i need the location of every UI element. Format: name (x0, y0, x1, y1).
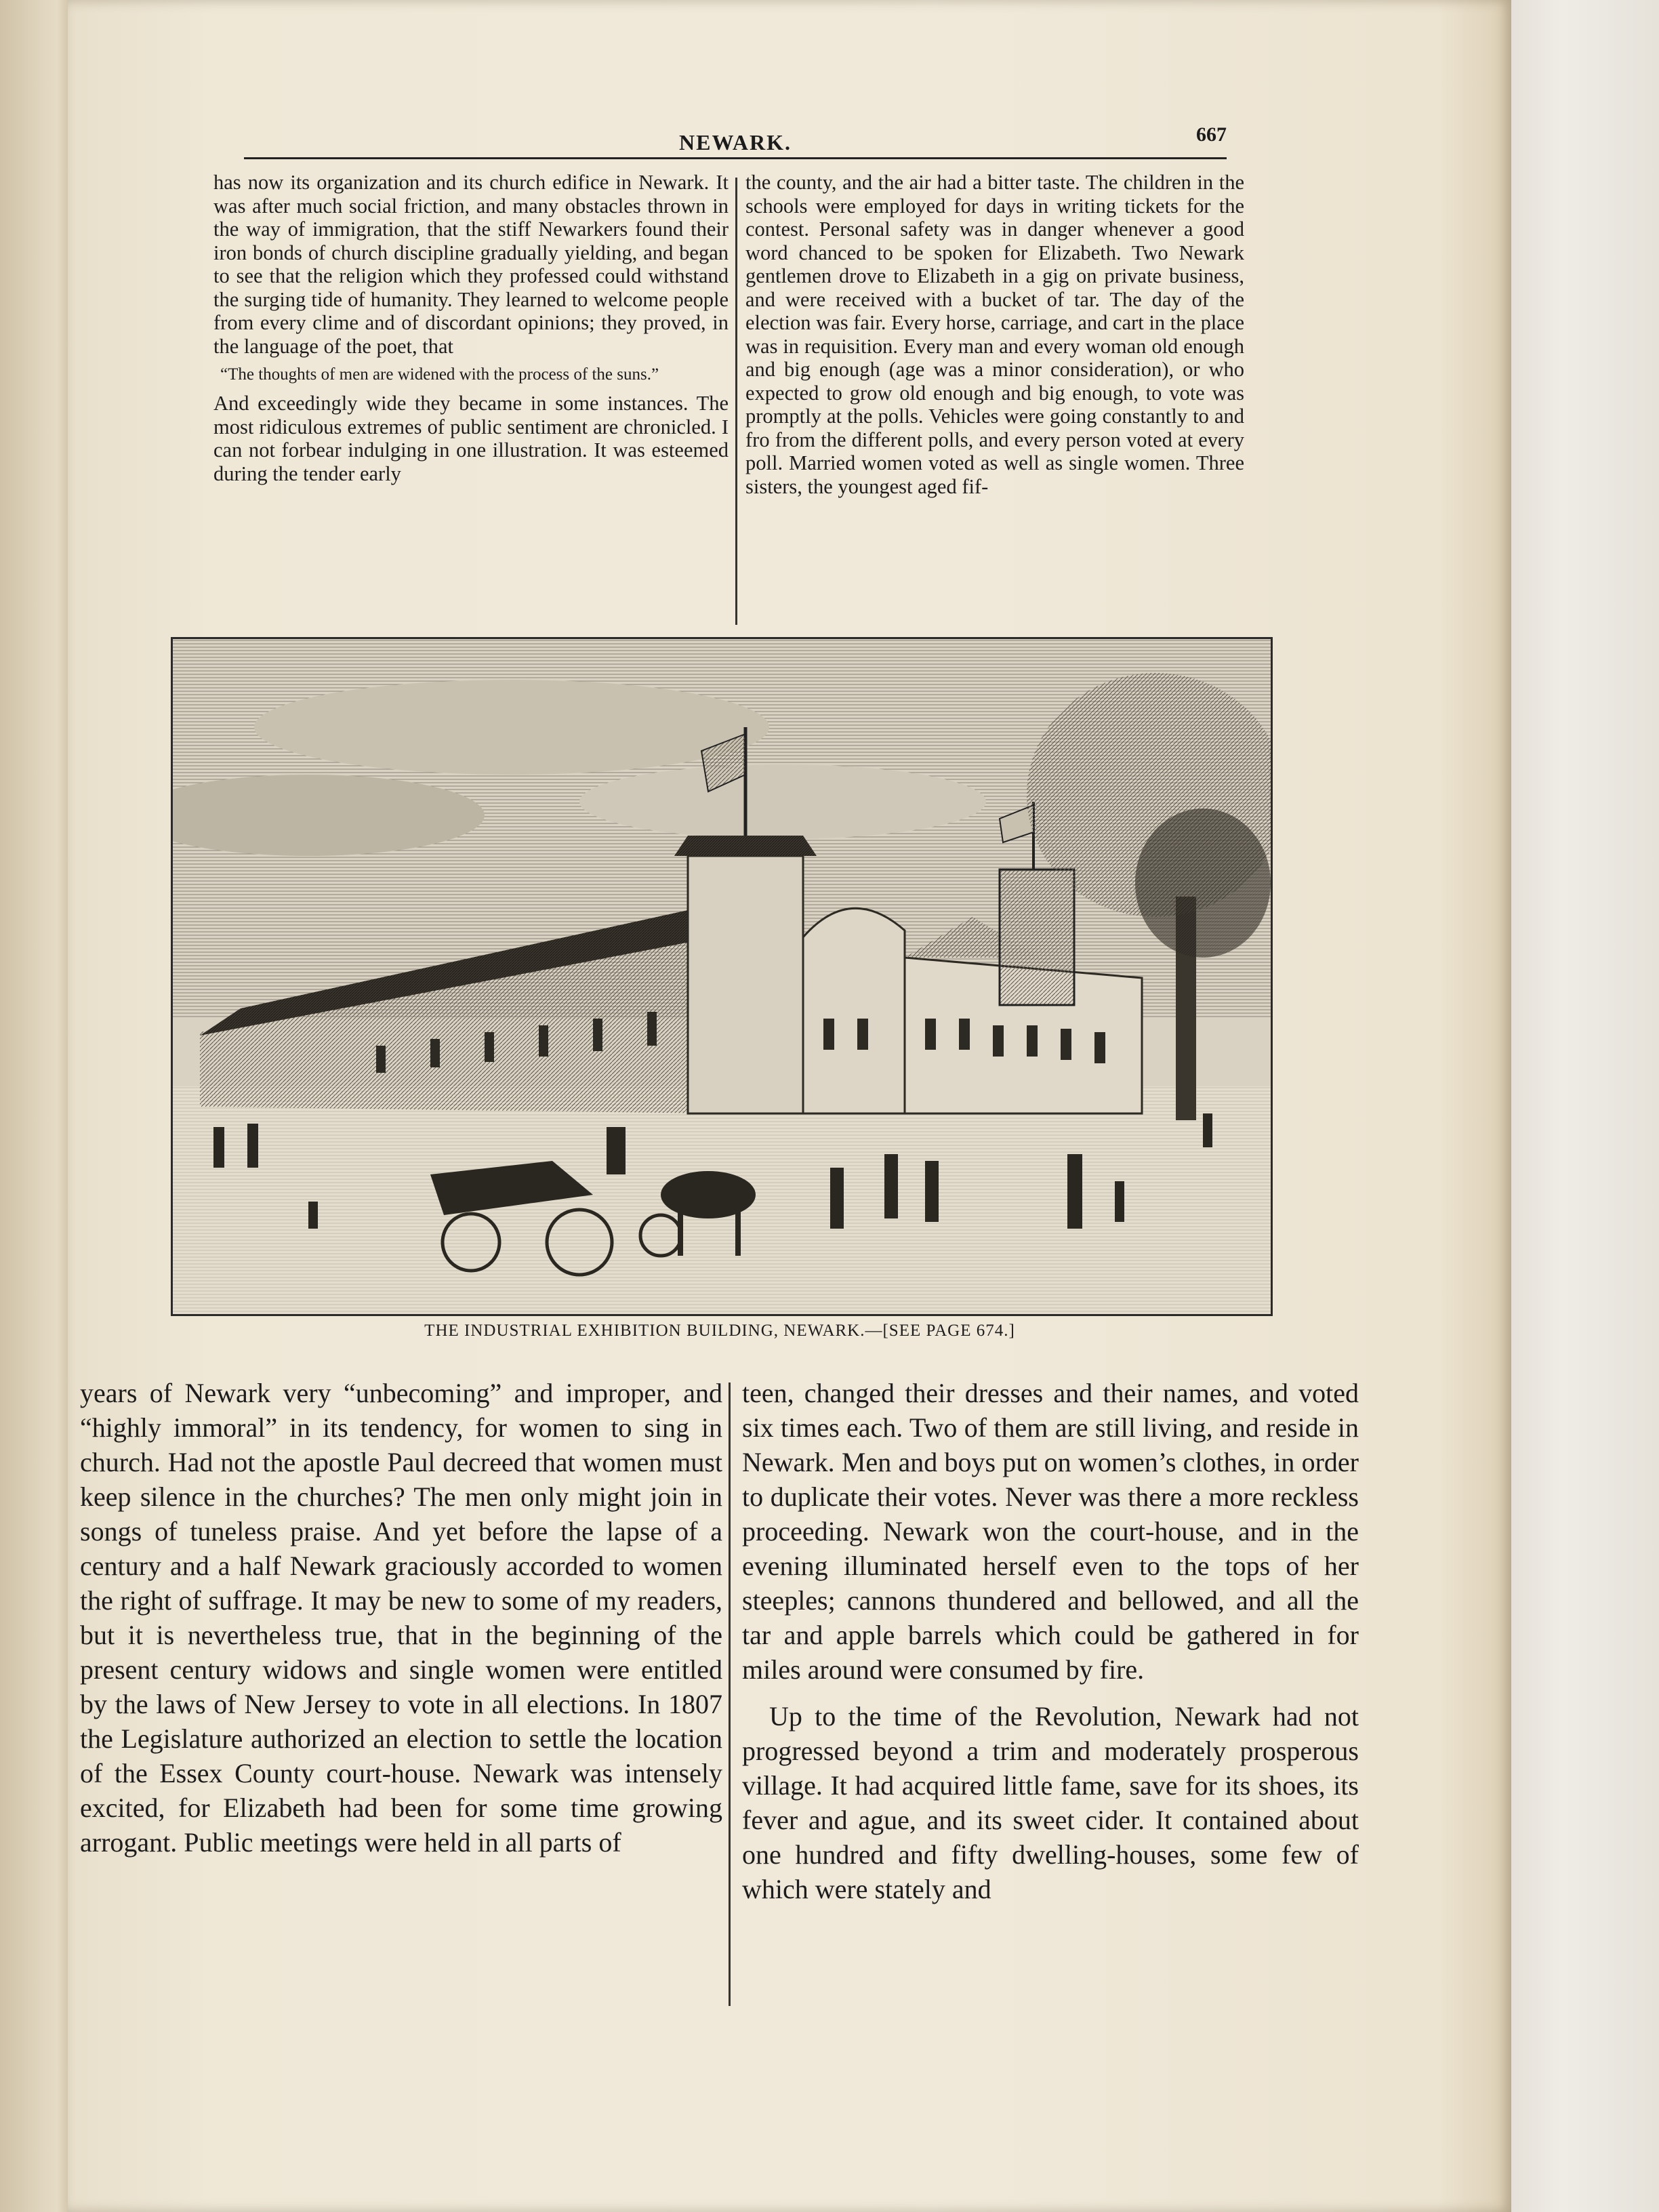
verse-quote: “The thoughts of men are widened with the process of the suns.” (220, 365, 659, 384)
column-rule (729, 1382, 731, 2006)
paragraph: Up to the time of the Revolution, Newark had not progressed beyond a trim and moderately prosperous village. It had acquired little fame, save for its shoes, its fever and ague, and its sweet cider. It contained about one hundred and fifty dwelling-houses, some few of which were stately and (742, 1701, 1359, 1904)
paragraph: And exceedingly wide they became in some instances. The most ridiculous extremes of public sentiment are chronicled. I can not forbear indulging in one illustration. It was esteemed during the tender early (213, 392, 729, 485)
paragraph: years of Newark very “unbecoming” and improper, and “highly immoral” in its tendency, for women to sing in church. Had not the apostle Paul decreed that women must keep silence in the churches? The men only might join in songs of tuneless praise. And yet before the lapse of a century and a half Newark graciously accorded to women the right of suffrage. It may be new to some of my readers, but it is nevertheless true, that in the beginning of the present century widows and single women were entitled by the laws of New Jersey to vote in all elections. In 1807 the Legislature authorized an election to settle the location of the Essex County court-house. Newark was intensely excited, for Elizabeth had been for some time growing arrogant. Public meetings were held in all parts of (80, 1378, 722, 1858)
running-header (244, 123, 1227, 159)
top-right-column (745, 171, 1244, 498)
table-surface (1496, 0, 1659, 2212)
column-rule (735, 178, 737, 625)
illustration-caption: THE INDUSTRIAL EXHIBITION BUILDING, NEWARK.—[SEE PAGE 674.] (424, 1322, 1015, 1340)
paragraph: the county, and the air had a bitter taste. The children in the schools were employed for days in writing tickets for the contest. Personal safety was in danger whenever a good word chanced to be spoken for Elizabeth. Two Newark gentlemen drove to Elizabeth in a gig on private business, and were received with a bucket of tar. The day of the election was fair. Every horse, carriage, and cart in the place was in requisition. Every man and every woman old enough and big enough (age was a minor consideration), or who expected to grow old enough and big enough, to vote was promptly at the polls. Vehicles were going constantly to and fro from the different polls, and every person voted at every poll. Married women voted as well as single women. Three sisters, the youngest aged fif- (745, 171, 1244, 498)
engraving-picture (173, 639, 1271, 1314)
page-number: 667 (1196, 123, 1227, 146)
exhibition-building-engraving (171, 637, 1273, 1316)
bottom-right-column (742, 1376, 1359, 1906)
running-title: NEWARK. (678, 130, 792, 155)
paragraph: teen, changed their dresses and their names, and voted six times each. Two of them are still living, and reside in Newark. Men and boys put on women’s clothes, in order to duplicate their votes. Never was there a more reckless proceeding. Newark won the court-house, and in the evening illuminated herself even to the tops of her steeples; cannons thundered and bellowed, and all the tar and apple barrels which could be gathered in for miles around were consumed by fire. (742, 1378, 1359, 1685)
top-left-column (213, 171, 729, 485)
paragraph: has now its organization and its church edifice in Newark. It was after much social friction, and many obstacles thrown in the way of immigration, that the stiff Newarkers found their iron bonds of church discipline gradually yielding, and began to see that the religion which they professed could withstand the surging tide of humanity. They learned to welcome people from every clime and of discordant opinions; they proved, in the language of the poet, that (213, 171, 729, 358)
bottom-left-column (80, 1376, 722, 1860)
